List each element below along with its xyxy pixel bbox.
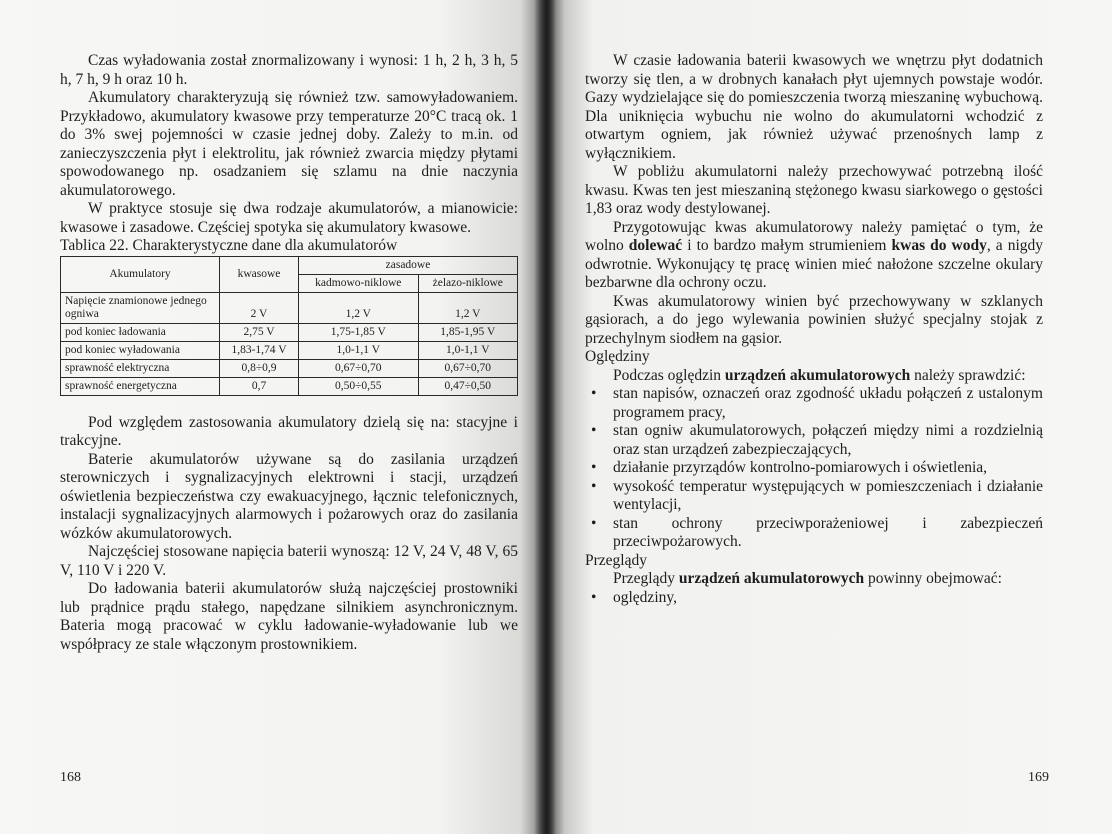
cell-kadmowo: 1,75-1,85 V (299, 323, 419, 341)
page-number-right: 169 (1028, 770, 1049, 785)
table-row (61, 359, 518, 377)
text-run: powinny obejmować: (864, 570, 1002, 587)
cell-kwasowe: 2,75 V (220, 323, 299, 341)
paragraph: W praktyce stosuje się dwa rodzaje akumulatorów, a mianowicie: kwasowe i zasadowe. Częściej spotyka się akumulatory kwasowe. (60, 200, 518, 236)
paragraph: W pobliżu akumulatorni należy przechowywać potrzebną ilość kwasu. Kwas ten jest mieszaniną stężonego kwasu siarkowego o gęstości 1,83 oraz wody destylowanej. (585, 163, 1043, 217)
left-page-text (60, 52, 518, 654)
bold-run: kwas do wody (891, 237, 987, 254)
page-number-left: 168 (60, 770, 81, 785)
table-row (61, 292, 518, 323)
list-item (585, 515, 1043, 552)
paragraph: Akumulatory charakteryzują się również tzw. samowyładowaniem. Przykładowo, akumulatory kwasowe przy temperaturze 20°C tracą ok. 1 do 3% swej pojemności w czasie jednej doby. Zależy to m.in. od zanieczyszczenia płyt i elektrolitu, jak również zwarcia między płytami spowodowanego np. osadzaniem się szlamu na dnie naczynia akumulatorowego. (60, 89, 518, 199)
cell-kwasowe: 1,83-1,74 V (220, 341, 299, 359)
cell-zelazo: 0,67÷0,70 (418, 359, 517, 377)
list-item (585, 459, 1043, 478)
right-page-text (585, 52, 1043, 607)
text-run: należy sprawdzić: (910, 366, 1026, 384)
paragraph: W czasie ładowania baterii kwasowych we wnętrzu płyt dodatnich tworzy się tlen, a w drobnych kanałach płyt ujemnych powstaje wodór. Gazy wydzielające się do pomieszczenia tworzą mieszaninę wybuchową. Dla uniknięcia wybuchu nie wolno do akumulatorni wchodzić z otwartym ogniem, jak również używać przenośnych lamp z wyłącznikiem. (585, 52, 1043, 162)
paragraph: Kwas akumulatorowy winien być przechowywany w szklanych gąsiorach, a do jego wylewania powinien służyć specjalny stojak z przechylnym siodłem na gąsior. (585, 292, 1043, 347)
list-item-text: stan napisów, oznaczeń oraz zgodność układu połączeń z ustalonym programem pracy, (613, 385, 1043, 421)
text-run: Podczas oględzin (613, 366, 725, 384)
bold-run: urządzeń akumulatorowych (678, 570, 865, 587)
table-caption: Tablica 22. Charakterystyczne dane dla akumulatorów (60, 237, 398, 254)
table-row (61, 323, 518, 341)
column-header-kadmowo: kadmowo-niklowe (299, 274, 419, 292)
bold-run: urządzeń akumulatorowych (724, 366, 911, 384)
text-run: Przygotowując kwas akumulatorowy należy pamiętać o tym, że wolno (585, 218, 1043, 254)
cell-kadmowo: 1,2 V (299, 292, 419, 323)
column-header-akumulatory: Akumulatory (61, 256, 220, 292)
paragraph: Czas wyładowania został znormalizowany i wynosi: 1 h, 2 h, 3 h, 5 h, 7 h, 9 h oraz 10 h. (60, 52, 518, 88)
inspection-list (585, 385, 1043, 552)
bullet-icon: • (591, 588, 597, 606)
table-row (61, 341, 518, 359)
row-label: sprawność energetyczna (61, 377, 220, 395)
cell-kwasowe: 2 V (220, 292, 299, 323)
row-label: pod koniec wyładowania (61, 341, 220, 359)
cell-kadmowo: 0,67÷0,70 (299, 359, 419, 377)
cell-kwasowe: 0,7 (220, 377, 299, 395)
cell-zelazo: 1,0-1,1 V (418, 341, 517, 359)
cell-zelazo: 1,85-1,95 V (418, 323, 517, 341)
battery-data-table (60, 256, 518, 396)
paragraph: Baterie akumulatorów używane są do zasilania urządzeń sterowniczych i sygnalizacyjnych elektrowni i stacji, urządzeń oświetlenia bezpieczeństwa czy ewakuacyjnego, łącznic telefonicznych, instalacji sygnalizacyjnych alarmowych i pożarowych oraz do zasilania wózków akumulatorowych. (60, 450, 518, 542)
text-run: Przeglądy (613, 570, 679, 587)
bullet-icon: • (591, 422, 597, 439)
paragraph (585, 570, 1043, 589)
row-label: Napięcie znamionowe jednego ogniwa (61, 292, 220, 323)
book-gutter (534, 0, 556, 834)
text-run: i to bardzo małym strumieniem (682, 237, 892, 254)
table-row (61, 377, 518, 395)
column-header-zasadowe: zasadowe (299, 256, 518, 274)
list-item-text: stan ogniw akumulatorowych, połączeń między nimi a rozdzielnią oraz stan urządzeń zabezpieczających, (613, 422, 1043, 458)
list-item (585, 385, 1043, 422)
column-header-kwasowe: kwasowe (220, 256, 299, 292)
paragraph (585, 219, 1043, 293)
paragraph: Pod względem zastosowania akumulatory dzielą się na: stacyjne i trakcyjne. (60, 413, 518, 449)
cell-kwasowe: 0,8÷0,9 (220, 359, 299, 377)
list-item (585, 478, 1043, 515)
row-label: pod koniec ładowania (61, 323, 220, 341)
bullet-icon: • (591, 459, 597, 476)
text-run: , a nigdy odwrotnie. Wykonujący tę pracę winien mieć nałożone szczelne okulary bezbarwne dla ochrony oczu. (585, 237, 1044, 291)
cell-zelazo: 1,2 V (418, 292, 517, 323)
row-label: sprawność elektryczna (61, 359, 220, 377)
column-header-zelazo: żelazo-niklowe (418, 274, 517, 292)
bold-run: dolewać (628, 237, 683, 254)
list-item-text: stan ochrony przeciwporażeniowej i zabezpieczeń przeciwpożarowych. (613, 514, 1043, 550)
cell-kadmowo: 0,50÷0,55 (299, 377, 419, 395)
bullet-icon: • (591, 514, 597, 532)
list-item (585, 589, 1043, 608)
cell-zelazo: 0,47÷0,50 (418, 377, 517, 395)
review-list (585, 589, 1043, 608)
cell-kadmowo: 1,0-1,1 V (299, 341, 419, 359)
bullet-icon: • (591, 477, 597, 495)
paragraph (585, 367, 1043, 386)
list-item-text: oględziny, (613, 588, 677, 606)
list-item-text: wysokość temperatur występujących w pomieszczeniach i działanie wentylacji, (613, 477, 1043, 513)
section-heading: Przeglądy (585, 551, 647, 569)
list-item-text: działanie przyrządów kontrolno-pomiarowych i oświetlenia, (613, 459, 988, 476)
list-item (585, 422, 1043, 459)
section-heading: Oględziny (585, 348, 650, 365)
paragraph: Najczęściej stosowane napięcia baterii wynoszą: 12 V, 24 V, 48 V, 65 V, 110 V i 220 V. (60, 543, 518, 579)
bullet-icon: • (591, 385, 597, 402)
paragraph: Do ładowania baterii akumulatorów służą najczęściej prostowniki lub prądnice prądu stałego, napędzane silnikiem asynchronicznym. Bateria mogą pracować w cyklu ładowanie-wyładowanie lub we współpracy ze stale włączonym prostownikiem. (60, 580, 518, 653)
